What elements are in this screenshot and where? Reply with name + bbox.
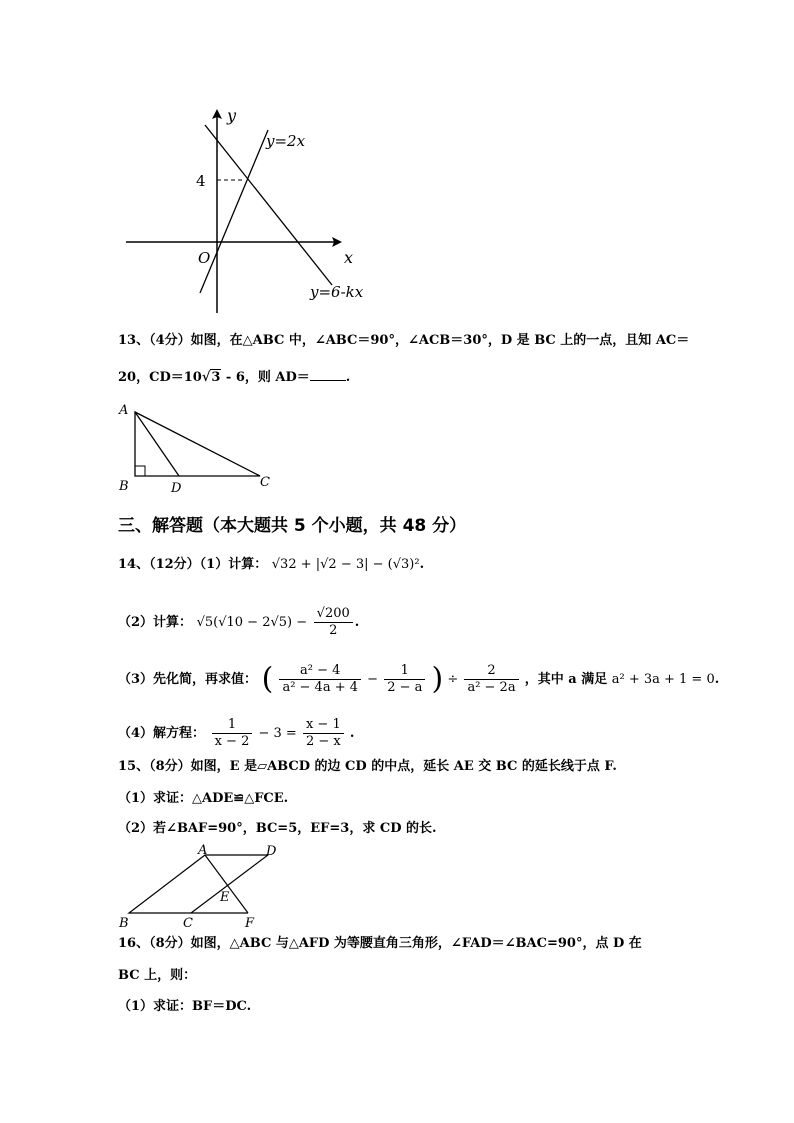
fraction1-denominator: a² − 4a + 4 [282, 680, 359, 695]
q15-parallelogram-figure [115, 843, 295, 931]
q14-part1-expr: √32 + |√2 − 3| − (√3)² [271, 557, 420, 572]
q14-part4-fraction1 [212, 717, 253, 750]
q14-part1-end: . [419, 557, 425, 572]
q13-line2-pre: 20，CD＝10 [118, 370, 202, 385]
fraction2-denominator: 2 − a [387, 680, 423, 695]
label-a: A [119, 403, 129, 418]
q13-line2-end: . [345, 370, 351, 385]
part4-fraction2-numerator: x − 1 [303, 717, 344, 734]
q14-part3-fraction2 [384, 663, 425, 696]
q14-part2-expr: √5(√10 − 2√5) − [196, 615, 308, 630]
q14-part1-label: 14、（12分）（1）计算： [118, 557, 268, 572]
q14-part4-equation [210, 717, 350, 749]
q14-part2-denominator: 2 [329, 623, 338, 638]
origin-label: O [198, 249, 211, 267]
q14-part2-numerator: √200 [314, 606, 353, 623]
triangle-abc [135, 412, 260, 476]
q14-part3-label: （3）先化简，再求值： [118, 672, 258, 687]
x-axis-label: x [344, 248, 354, 267]
fraction3-denominator: a² − 2a [467, 680, 516, 695]
right-paren: ) [431, 661, 444, 697]
label-c: C [183, 916, 193, 931]
fraction1-numerator: a² − 4 [279, 663, 361, 680]
q14-part2-fraction [314, 606, 353, 639]
q15-part1: （1）求证：△ADE≌△FCE. [118, 791, 289, 806]
label-b: B [119, 479, 129, 494]
q16-part1: （1）求证：BF＝DC. [118, 999, 252, 1014]
q14-part4-label: （4）解方程： [118, 726, 206, 741]
y-axis-label: y [227, 106, 237, 125]
part4-fraction1-numerator: 1 [212, 717, 253, 734]
q16-line1: 16、（8分）如图，△ABC 与△AFD 为等腰直角三角形，∠FAD＝∠BAC=90°，点 D 在 [118, 936, 642, 951]
q14-part3-condition: a² + 3a + 1 = 0 [611, 672, 715, 687]
q14-part2 [118, 606, 359, 639]
label-y-6-kx: y=6-kx [310, 283, 364, 301]
divide-sign: ÷ [447, 672, 459, 687]
label-y-2x: y=2x [266, 132, 306, 150]
label-f: F [245, 916, 255, 931]
part4-mid: − 3 = [258, 726, 297, 741]
q14-part3-expression [261, 661, 525, 697]
q14-part3 [118, 663, 719, 696]
q14-part1 [118, 555, 424, 575]
q13-sqrt-value: 3 [211, 370, 221, 385]
q14-part2-end: . [354, 615, 360, 630]
linear-functions-graph [120, 105, 380, 315]
q14-part3-fraction3 [464, 663, 518, 696]
parallelogram-abcd [129, 855, 268, 913]
part4-fraction1-denominator: x − 2 [214, 734, 250, 749]
q14-part3-fraction1 [279, 663, 361, 696]
q13-answer-blank[interactable] [310, 368, 346, 381]
line-y-2x [200, 130, 268, 293]
q14-part3-mid: ，其中 a 满足 [524, 672, 608, 687]
q14-part4-fraction2 [303, 717, 344, 750]
fraction2-numerator: 1 [384, 663, 425, 680]
fraction3-numerator: 2 [464, 663, 518, 680]
q16-line2: BC 上，则： [118, 968, 197, 983]
y-tick-4: 4 [196, 172, 206, 190]
label-a: A [198, 843, 208, 858]
q13-sqrt-sign: √ [201, 370, 211, 385]
section-heading: 三、解答题（本大题共 5 个小题，共 48 分） [118, 516, 467, 536]
q13-line1: 13、（4分）如图，在△ABC 中，∠ABC＝90°，∠ACB＝30°，D 是 BC 上的一点，且知 AC＝ [118, 333, 690, 348]
q14-part4-end: . [349, 726, 355, 741]
label-e: E [220, 890, 230, 905]
q13-line2 [118, 368, 350, 388]
minus-sign: − [367, 672, 379, 687]
label-d: D [171, 481, 182, 496]
label-b: B [119, 916, 129, 931]
left-paren: ( [261, 661, 274, 697]
q15-part2: （2）若∠BAF=90°，BC=5，EF=3，求 CD 的长. [118, 821, 437, 836]
q14-part4 [118, 717, 354, 750]
label-d: D [266, 844, 277, 859]
q13-line2-post: - 6，则 AD＝ [221, 370, 310, 385]
right-angle-mark [135, 466, 145, 476]
q15-line1: 15、（8分）如图，E 是▱ABCD 的边 CD 的中点，延长 AE 交 BC 的延长线于点 F. [118, 759, 617, 774]
label-c: C [260, 475, 270, 490]
q13-triangle-figure [115, 398, 285, 496]
q14-part3-end: . [714, 672, 720, 687]
part4-fraction2-denominator: 2 − x [305, 734, 341, 749]
q14-part2-label: （2）计算： [118, 615, 193, 630]
